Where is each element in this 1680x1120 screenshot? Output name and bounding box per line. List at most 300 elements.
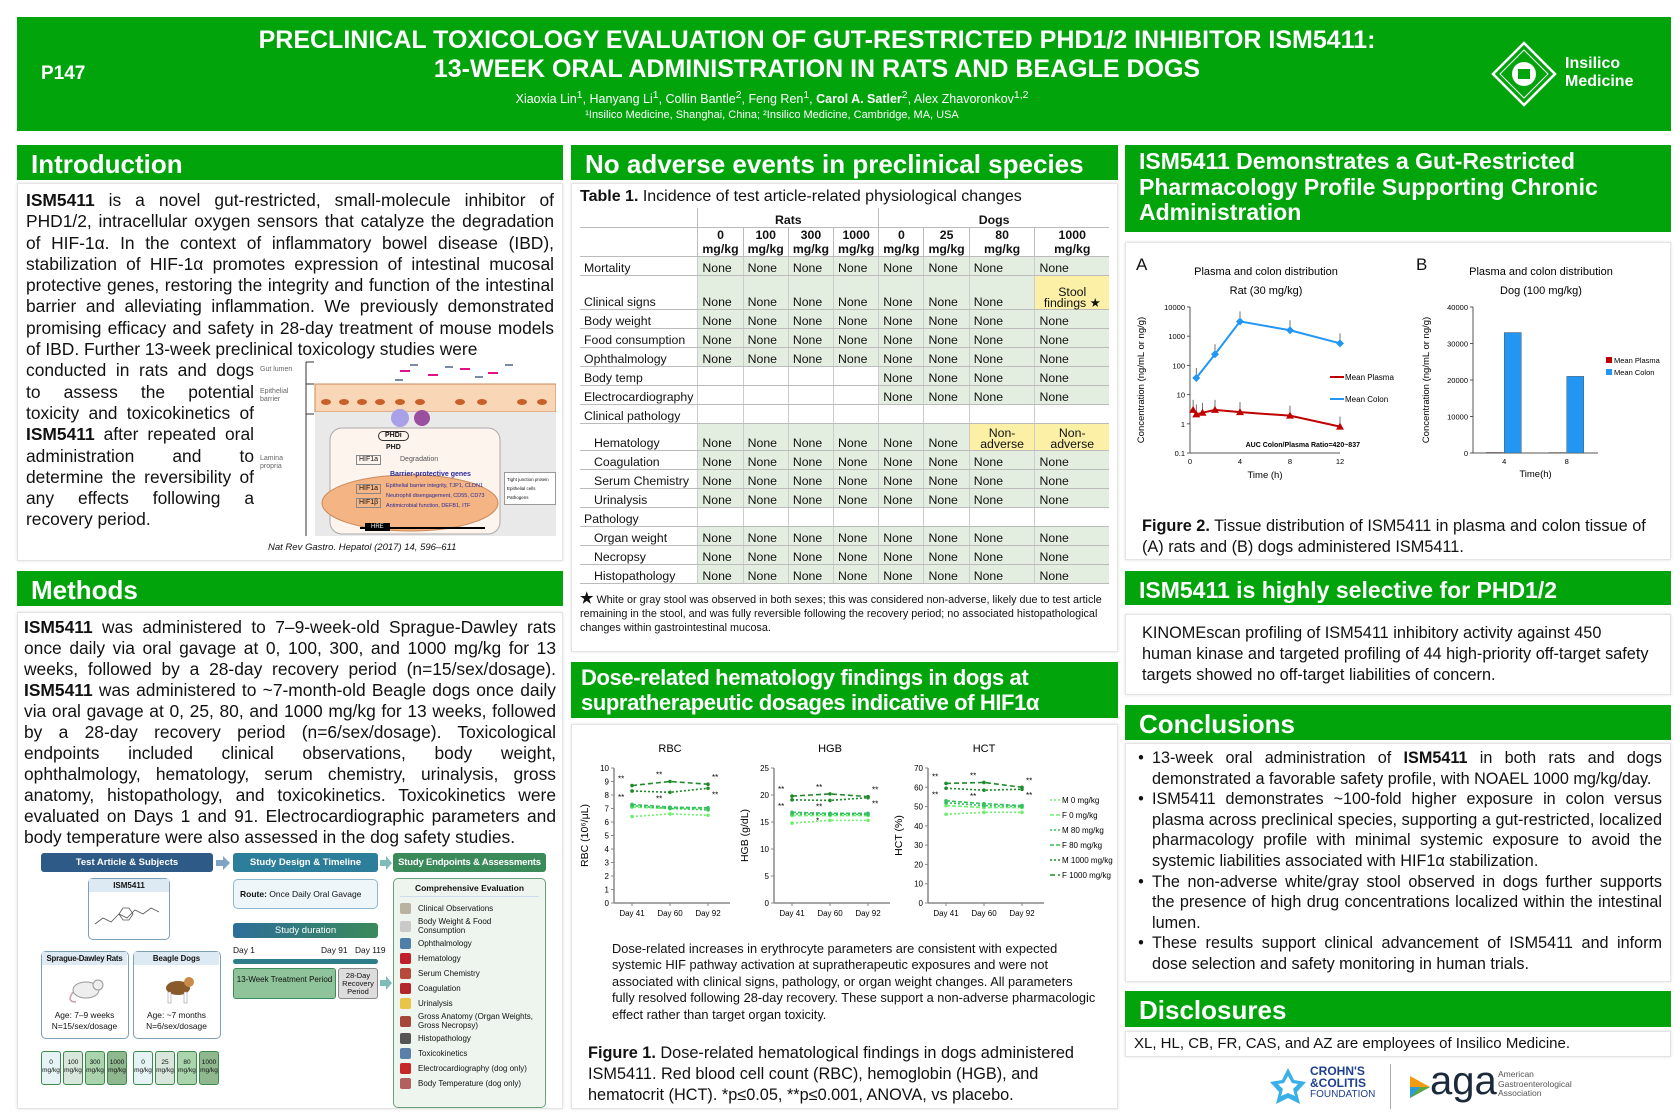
table-cell: None bbox=[879, 469, 924, 488]
data-point bbox=[866, 812, 870, 816]
table-cell: None bbox=[969, 309, 1035, 328]
y-tick-label: 10 bbox=[760, 845, 769, 854]
methods-heading: Methods bbox=[17, 571, 563, 606]
table-cell: None bbox=[1035, 488, 1109, 507]
rats-age: Age: 7–9 weeks bbox=[54, 1010, 115, 1020]
table-cell: None bbox=[879, 309, 924, 328]
heart-ecg-icon bbox=[400, 1063, 411, 1074]
data-point bbox=[630, 815, 634, 819]
data-point bbox=[944, 782, 948, 786]
row-label: Serum Chemistry bbox=[580, 469, 698, 488]
table-row bbox=[580, 564, 1109, 583]
table-cell bbox=[698, 385, 743, 404]
y-tick-label: 1 bbox=[604, 885, 609, 895]
aga-full-name bbox=[1498, 1070, 1572, 1099]
table-cell: None bbox=[788, 450, 833, 469]
dose-unit: mg/kg bbox=[200, 1067, 218, 1074]
endpoint-item bbox=[400, 1031, 539, 1046]
x-tick-label: Day 60 bbox=[657, 909, 683, 918]
table-cell bbox=[788, 507, 833, 526]
table-cell: Non-adverse bbox=[1035, 423, 1109, 450]
significance-label: ** bbox=[778, 801, 785, 811]
table-cell: None bbox=[788, 488, 833, 507]
intro-text-1: is a novel gut-restricted, small-molecule inhibitor of PHD1/2, intracellular oxygen sensors that catalyze the degradation of HIF-1α. In the context of inflammatory bowel disease (IBD), stabilization of HIF-1α promotes expression of intestinal mucosal protective genes, restoring the integrity and function of the intestinal barrier and alleviating inflammation. We previously demonstrated promising efficacy and safety in 28-day treatment of mouse models of IBD. Further 13-week preclinical toxicology studies were bbox=[26, 190, 554, 360]
conclusion-1-pre: 13-week oral administration of bbox=[1152, 749, 1404, 767]
author: Hanyang Li bbox=[589, 92, 653, 107]
genes-title: Barrier-protective genes bbox=[390, 471, 471, 479]
ccf-star-icon bbox=[1270, 1068, 1306, 1104]
table-cell: None bbox=[879, 526, 924, 545]
figure-1-label: Figure 1. bbox=[588, 1044, 656, 1062]
table-cell: None bbox=[698, 328, 743, 347]
row-label: Mortality bbox=[580, 256, 698, 275]
significance-label: ** bbox=[872, 799, 879, 809]
route-box bbox=[233, 879, 378, 909]
conclusion-item bbox=[1130, 872, 1662, 934]
endpoint-label: Body Weight & Food Consumption bbox=[418, 917, 492, 935]
chart-title: Plasma and colon distribution bbox=[1194, 266, 1338, 278]
y-axis-label: Concentration (ng/mL or ng/g) bbox=[1421, 316, 1432, 444]
table-cell: None bbox=[1035, 385, 1109, 404]
drug-name: ISM5411 bbox=[1403, 749, 1468, 767]
table-cell bbox=[788, 366, 833, 385]
legend-label: Mean Plasma bbox=[1345, 373, 1394, 382]
table-cell bbox=[834, 366, 879, 385]
table-cell: None bbox=[969, 450, 1035, 469]
x-tick-label: Day 60 bbox=[817, 909, 843, 918]
data-point bbox=[790, 810, 794, 814]
table-cell: None bbox=[969, 366, 1035, 385]
table-row bbox=[580, 526, 1109, 545]
endpoint-item bbox=[400, 936, 539, 951]
x-tick-label: 8 bbox=[1287, 457, 1293, 466]
data-point bbox=[1286, 326, 1294, 334]
table-cell: None bbox=[1035, 469, 1109, 488]
table-row bbox=[580, 488, 1109, 507]
author-aff: 2 bbox=[901, 90, 908, 101]
table-cell bbox=[788, 404, 833, 423]
table-cell: None bbox=[743, 526, 788, 545]
dose-unit: mg/kg bbox=[178, 1067, 196, 1074]
y-tick-label: 6 bbox=[604, 818, 609, 827]
dose-unit: mg/kg bbox=[156, 1067, 174, 1074]
rats-title: Sprague-Dawley Rats bbox=[42, 952, 127, 965]
y-tick-label: 8 bbox=[604, 791, 609, 800]
table-row bbox=[580, 469, 1109, 488]
table-cell: None bbox=[788, 347, 833, 366]
table-cell: None bbox=[743, 488, 788, 507]
table-corner bbox=[580, 227, 698, 256]
table-cell bbox=[743, 385, 788, 404]
group-header-rats: Rats bbox=[698, 208, 879, 227]
figure-2-text: Tissue distribution of ISM5411 in plasma and colon tissue of (A) rats and (B) dogs administered ISM5411. bbox=[1142, 517, 1646, 556]
dose-unit: mg/kg bbox=[108, 1067, 126, 1074]
blood-drop-icon bbox=[400, 953, 411, 964]
data-point bbox=[982, 781, 986, 785]
table-cell: None bbox=[743, 256, 788, 275]
label-gut-lumen: Gut lumen bbox=[260, 366, 293, 374]
poster-number: P147 bbox=[41, 63, 86, 84]
table-caption-label: Table 1. bbox=[580, 188, 639, 205]
author-aff: 1 bbox=[803, 90, 810, 101]
table-cell: None bbox=[969, 564, 1035, 583]
x-tick-label: Day 92 bbox=[855, 909, 881, 918]
table-cell: None bbox=[834, 328, 879, 347]
thermometer-icon bbox=[400, 1078, 411, 1089]
y-tick-label: 30 bbox=[914, 841, 923, 851]
significance-label: ** bbox=[712, 773, 719, 783]
chemical-structure-icon bbox=[89, 892, 167, 932]
row-label: Coagulation bbox=[580, 450, 698, 469]
dose-column-header bbox=[924, 227, 969, 256]
drug-name: ISM5411 bbox=[26, 424, 95, 445]
sponsor-logos bbox=[1270, 1059, 1670, 1114]
table-cell bbox=[969, 404, 1035, 423]
y-tick-label: 1 bbox=[1180, 419, 1185, 429]
conclusion-text: ISM5411 demonstrates ~100-fold higher exposure in colon versus plasma across preclinical species, supporting a gut-restricted, localized pharmacology profile with minimal systemic exposure to avoid the systemic liabilities associated with HIF1α stabilization. bbox=[1152, 790, 1662, 870]
data-point bbox=[630, 789, 634, 793]
gene-item: Antimicrobial function, DEFB1, ITF bbox=[386, 503, 471, 510]
dose-unit: mg/kg bbox=[838, 241, 875, 256]
endpoint-label: Gross Anatomy (Organ Weights, Gross Necropsy) bbox=[418, 1012, 534, 1030]
table-cell: None bbox=[924, 423, 969, 450]
significance-label: * bbox=[816, 816, 820, 826]
dose-value: 1000 bbox=[1058, 227, 1086, 242]
table-row bbox=[580, 423, 1109, 450]
disclosures-text: XL, HL, CB, FR, CAS, and AZ are employees of Insilico Medicine. bbox=[1125, 1031, 1671, 1057]
affiliations: ¹Insilico Medicine, Shanghai, China; ²Insilico Medicine, Cambridge, MA, USA bbox=[585, 109, 959, 121]
eye-icon bbox=[400, 938, 411, 949]
table-footnote bbox=[580, 589, 1109, 635]
dogs-n: N=6/sex/dosage bbox=[146, 1021, 207, 1031]
table-cell bbox=[834, 404, 879, 423]
dose-box bbox=[41, 1051, 61, 1085]
table-cell bbox=[743, 366, 788, 385]
table-cell bbox=[924, 507, 969, 526]
conclusion-text: These results support clinical advancement of ISM5411 and inform dose selection and safety monitoring in human trials. bbox=[1152, 934, 1662, 973]
hematology-panel bbox=[571, 724, 1118, 1109]
row-label: Food consumption bbox=[580, 328, 698, 347]
data-point bbox=[706, 806, 710, 810]
timeline-bar bbox=[233, 959, 378, 964]
endpoint-item bbox=[400, 901, 539, 916]
dose-unit: mg/kg bbox=[983, 241, 1021, 256]
table-cell bbox=[698, 507, 743, 526]
dose-unit: mg/kg bbox=[747, 241, 784, 256]
y-tick-label: 25 bbox=[760, 764, 769, 773]
incidence-table bbox=[580, 208, 1109, 584]
y-tick-label: 3 bbox=[604, 858, 609, 868]
label-lamina-propria: Lamina propria bbox=[260, 455, 283, 471]
table-cell: None bbox=[879, 385, 924, 404]
dose-column-header bbox=[834, 227, 879, 256]
table-cell: None bbox=[1035, 347, 1109, 366]
table-cell: None bbox=[879, 423, 924, 450]
table-cell: None bbox=[788, 275, 833, 309]
endpoint-label: Histopathology bbox=[418, 1034, 471, 1043]
x-tick-label: Day 92 bbox=[695, 909, 721, 918]
y-tick-label: 15 bbox=[760, 818, 769, 827]
y-tick-label: 70 bbox=[914, 764, 923, 773]
bullet-icon: • bbox=[1138, 790, 1144, 809]
col-title-design: Study Design & Timeline bbox=[233, 853, 378, 872]
table-panel bbox=[571, 183, 1118, 652]
liver-icon bbox=[400, 1016, 411, 1027]
data-point bbox=[828, 799, 832, 803]
table-cell: None bbox=[1035, 309, 1109, 328]
data-point bbox=[828, 812, 832, 816]
graph-icon bbox=[400, 1048, 411, 1059]
table-cell: None bbox=[698, 256, 743, 275]
significance-label: ** bbox=[970, 792, 977, 802]
insilico-diamond-icon bbox=[1491, 41, 1557, 107]
dose-value: 0 bbox=[897, 227, 905, 242]
y-tick-label: 2 bbox=[604, 872, 609, 881]
table-cell: None bbox=[834, 488, 879, 507]
compound-name: ISM5411 bbox=[89, 879, 169, 892]
row-label: Clinical signs bbox=[580, 275, 698, 309]
conclusions-panel bbox=[1125, 743, 1671, 982]
data-point bbox=[982, 788, 986, 792]
table-cell: None bbox=[788, 526, 833, 545]
table-cell bbox=[1035, 507, 1109, 526]
data-point bbox=[1020, 811, 1024, 815]
figure-legend bbox=[504, 472, 556, 505]
x-tick-label: Day 41 bbox=[779, 909, 805, 918]
author-aff: 1,2 bbox=[1013, 90, 1029, 101]
endpoint-label: Clinical Observations bbox=[418, 904, 494, 913]
table-cell: None bbox=[924, 545, 969, 564]
test-tubes-icon bbox=[400, 968, 411, 979]
treatment-period: 13-Week Treatment Period bbox=[233, 968, 336, 999]
y-tick-label: 10000 bbox=[1447, 412, 1468, 422]
row-label: Clinical pathology bbox=[580, 404, 698, 423]
data-point bbox=[668, 780, 672, 784]
author-aff: 2 bbox=[735, 90, 742, 101]
dose-unit: mg/kg bbox=[86, 1067, 104, 1074]
logo-text: Medicine bbox=[1565, 73, 1634, 90]
table-cell: None bbox=[924, 347, 969, 366]
table-cell: None bbox=[834, 347, 879, 366]
intro-text-3: after repeated oral administration and to determine the reversibility of any effects following a recovery period. bbox=[26, 424, 254, 530]
y-tick-label: 5 bbox=[764, 872, 769, 881]
table-cell bbox=[743, 404, 788, 423]
table-cell: None bbox=[969, 328, 1035, 347]
table-cell: None bbox=[743, 347, 788, 366]
bullet-icon: • bbox=[1138, 749, 1144, 767]
figure-2-caption bbox=[1142, 516, 1662, 557]
row-label: Organ weight bbox=[580, 526, 698, 545]
data-point bbox=[668, 812, 672, 816]
endpoint-item bbox=[400, 916, 539, 936]
dose-value: 1000 bbox=[109, 1059, 125, 1066]
col-title-subjects: Test Article & Subjects bbox=[41, 853, 213, 872]
dose-value: 80 bbox=[995, 227, 1009, 242]
hif1a-nuclear: HIF1a bbox=[356, 484, 381, 494]
endpoint-label: Coagulation bbox=[418, 984, 461, 993]
bullet-icon: • bbox=[1138, 934, 1144, 953]
group-header-dogs: Dogs bbox=[879, 208, 1109, 227]
author: Xiaoxia Lin bbox=[515, 92, 577, 107]
table-row bbox=[580, 450, 1109, 469]
selectivity-text: KINOMEscan profiling of ISM5411 inhibitory activity against 450 human kinase and targeted profiling of 44 high-priority off-target safety targets showed no off-target liabilities of concern. bbox=[1125, 614, 1671, 695]
table-cell: None bbox=[834, 423, 879, 450]
y-tick-label: 10 bbox=[914, 879, 923, 889]
rats-n: N=15/sex/dosage bbox=[51, 1021, 118, 1031]
table-cell: None bbox=[879, 450, 924, 469]
rats-box bbox=[41, 951, 129, 1039]
table-cell: None bbox=[834, 545, 879, 564]
endpoint-item bbox=[400, 1061, 539, 1076]
table-cell: None bbox=[834, 256, 879, 275]
x-axis-label: Time(h) bbox=[1519, 469, 1552, 480]
legend-label: M 80 mg/kg bbox=[1062, 826, 1104, 835]
dose-column-header bbox=[743, 227, 788, 256]
table-cell: Stool findings ★ bbox=[1035, 275, 1109, 309]
table-cell: None bbox=[834, 469, 879, 488]
series-line bbox=[1196, 321, 1340, 378]
table-cell bbox=[743, 507, 788, 526]
hif1a-label: HIF1a bbox=[356, 455, 381, 465]
dogs-title: Beagle Dogs bbox=[134, 952, 219, 965]
table-cell: Non-adverse bbox=[969, 423, 1035, 450]
y-tick-label: 100 bbox=[1172, 361, 1185, 371]
y-tick-label: 7 bbox=[604, 804, 609, 814]
significance-label: ** bbox=[932, 772, 939, 782]
table-cell: None bbox=[834, 450, 879, 469]
endpoint-item bbox=[400, 981, 539, 996]
conclusion-item bbox=[1130, 933, 1662, 974]
significance-label: ** bbox=[618, 792, 625, 802]
endpoint-list bbox=[400, 901, 539, 1091]
legend-item: Pathogens bbox=[507, 495, 529, 501]
table-cell: None bbox=[969, 275, 1035, 309]
endpoint-item bbox=[400, 1046, 539, 1061]
dose-value: 0 bbox=[141, 1059, 145, 1066]
table-cell: None bbox=[924, 275, 969, 309]
dose-unit: mg/kg bbox=[134, 1067, 152, 1074]
introduction-panel bbox=[17, 183, 563, 561]
figure-citation: Nat Rev Gastro. Hepatol (2017) 14, 596–611 bbox=[268, 542, 457, 553]
author-aff: 1 bbox=[576, 90, 583, 101]
drug-name: ISM5411 bbox=[26, 190, 95, 210]
table-cell: None bbox=[743, 450, 788, 469]
table-cell: None bbox=[698, 423, 743, 450]
x-tick-label: Day 60 bbox=[971, 909, 997, 918]
table-cell: None bbox=[743, 545, 788, 564]
distribution-panel bbox=[1125, 242, 1671, 560]
data-point bbox=[866, 795, 870, 799]
significance-label: ** bbox=[656, 770, 663, 780]
author-presenting: Carol A. Satler bbox=[816, 92, 902, 107]
table-cell: None bbox=[924, 328, 969, 347]
rbc-chart bbox=[576, 740, 738, 935]
chart-subtitle: Rat (30 mg/kg) bbox=[1229, 285, 1303, 297]
data-point bbox=[630, 803, 634, 807]
y-tick-label: 1000 bbox=[1168, 332, 1185, 342]
hgb-chart bbox=[736, 740, 890, 935]
methods-text-1: was administered to 7–9-week-old Sprague-Dawley rats once daily via oral gavage at 0, 100, 300, and 1000 mg/kg for 13 weeks, followed by a 28-day recovery period (n=15/sex/dosage). bbox=[24, 617, 556, 679]
table-cell: None bbox=[879, 256, 924, 275]
aga-line: Association bbox=[1498, 1088, 1542, 1098]
dose-column-header bbox=[788, 227, 833, 256]
table-cell: None bbox=[698, 526, 743, 545]
logo-text: Insilico bbox=[1565, 55, 1621, 72]
table-cell: None bbox=[879, 328, 924, 347]
row-label: Hematology bbox=[580, 423, 698, 450]
endpoint-item bbox=[400, 951, 539, 966]
dose-header-row bbox=[580, 227, 1109, 256]
table-cell: None bbox=[924, 488, 969, 507]
table-cell: None bbox=[924, 564, 969, 583]
table-cell: None bbox=[834, 526, 879, 545]
significance-label: ** bbox=[618, 774, 625, 784]
drug-name: ISM5411 bbox=[24, 680, 93, 700]
endpoint-label: Urinalysis bbox=[418, 999, 453, 1008]
ccf-logo-text bbox=[1310, 1066, 1375, 1101]
author: Collin Bantle bbox=[665, 92, 736, 107]
aga-logo-text: aga bbox=[1430, 1059, 1497, 1103]
y-axis-label: HGB (g/dL) bbox=[739, 808, 751, 863]
poster-title bbox=[157, 26, 1477, 84]
adverse-heading: No adverse events in preclinical species bbox=[571, 145, 1118, 180]
significance-label: ** bbox=[970, 771, 977, 781]
legend-swatch bbox=[1606, 369, 1612, 375]
dose-value: 25 bbox=[939, 227, 954, 242]
row-label: Body temp bbox=[580, 366, 698, 385]
clot-icon bbox=[400, 983, 411, 994]
conclusion-text: The non-adverse white/gray stool observed in dogs further supports the presence of high drug concentrations localized within the intestinal lumen. bbox=[1152, 872, 1662, 932]
legend-label: F 80 mg/kg bbox=[1062, 841, 1103, 850]
table-cell bbox=[698, 404, 743, 423]
significance-label: ** bbox=[1026, 776, 1033, 786]
bar bbox=[1567, 376, 1584, 453]
introduction-text bbox=[26, 190, 554, 360]
significance-label: ** bbox=[656, 794, 663, 804]
table-cell: None bbox=[1035, 366, 1109, 385]
table-cell: None bbox=[698, 275, 743, 309]
row-label: Body weight bbox=[580, 309, 698, 328]
introduction-heading: Introduction bbox=[17, 145, 563, 180]
table-cell: None bbox=[698, 564, 743, 583]
y-tick-label: 5 bbox=[604, 831, 609, 841]
route-value: Once Daily Oral Gavage bbox=[266, 889, 362, 899]
aga-line: American bbox=[1498, 1069, 1534, 1079]
data-point bbox=[828, 819, 832, 823]
table-cell bbox=[834, 385, 879, 404]
conclusions-heading: Conclusions bbox=[1125, 705, 1671, 740]
logo-divider bbox=[1390, 1064, 1391, 1109]
endpoint-item bbox=[400, 996, 539, 1011]
legend-label: Mean Colon bbox=[1345, 395, 1389, 404]
table-cell: None bbox=[1035, 256, 1109, 275]
y-tick-label: 50 bbox=[914, 802, 923, 812]
significance-label: ** bbox=[816, 782, 823, 792]
dose-unit: mg/kg bbox=[1054, 241, 1091, 256]
bullet-icon: • bbox=[1138, 872, 1144, 891]
table-cell: None bbox=[834, 275, 879, 309]
x-tick-label: Day 41 bbox=[619, 909, 645, 918]
dose-unit: mg/kg bbox=[928, 241, 965, 256]
dose-box bbox=[85, 1051, 105, 1085]
table-row bbox=[580, 275, 1109, 309]
table-cell: None bbox=[879, 366, 924, 385]
data-point bbox=[630, 784, 634, 788]
data-point bbox=[982, 802, 986, 806]
data-point bbox=[828, 792, 832, 796]
dose-column-header bbox=[879, 227, 924, 256]
dose-value: 300 bbox=[89, 1059, 101, 1066]
